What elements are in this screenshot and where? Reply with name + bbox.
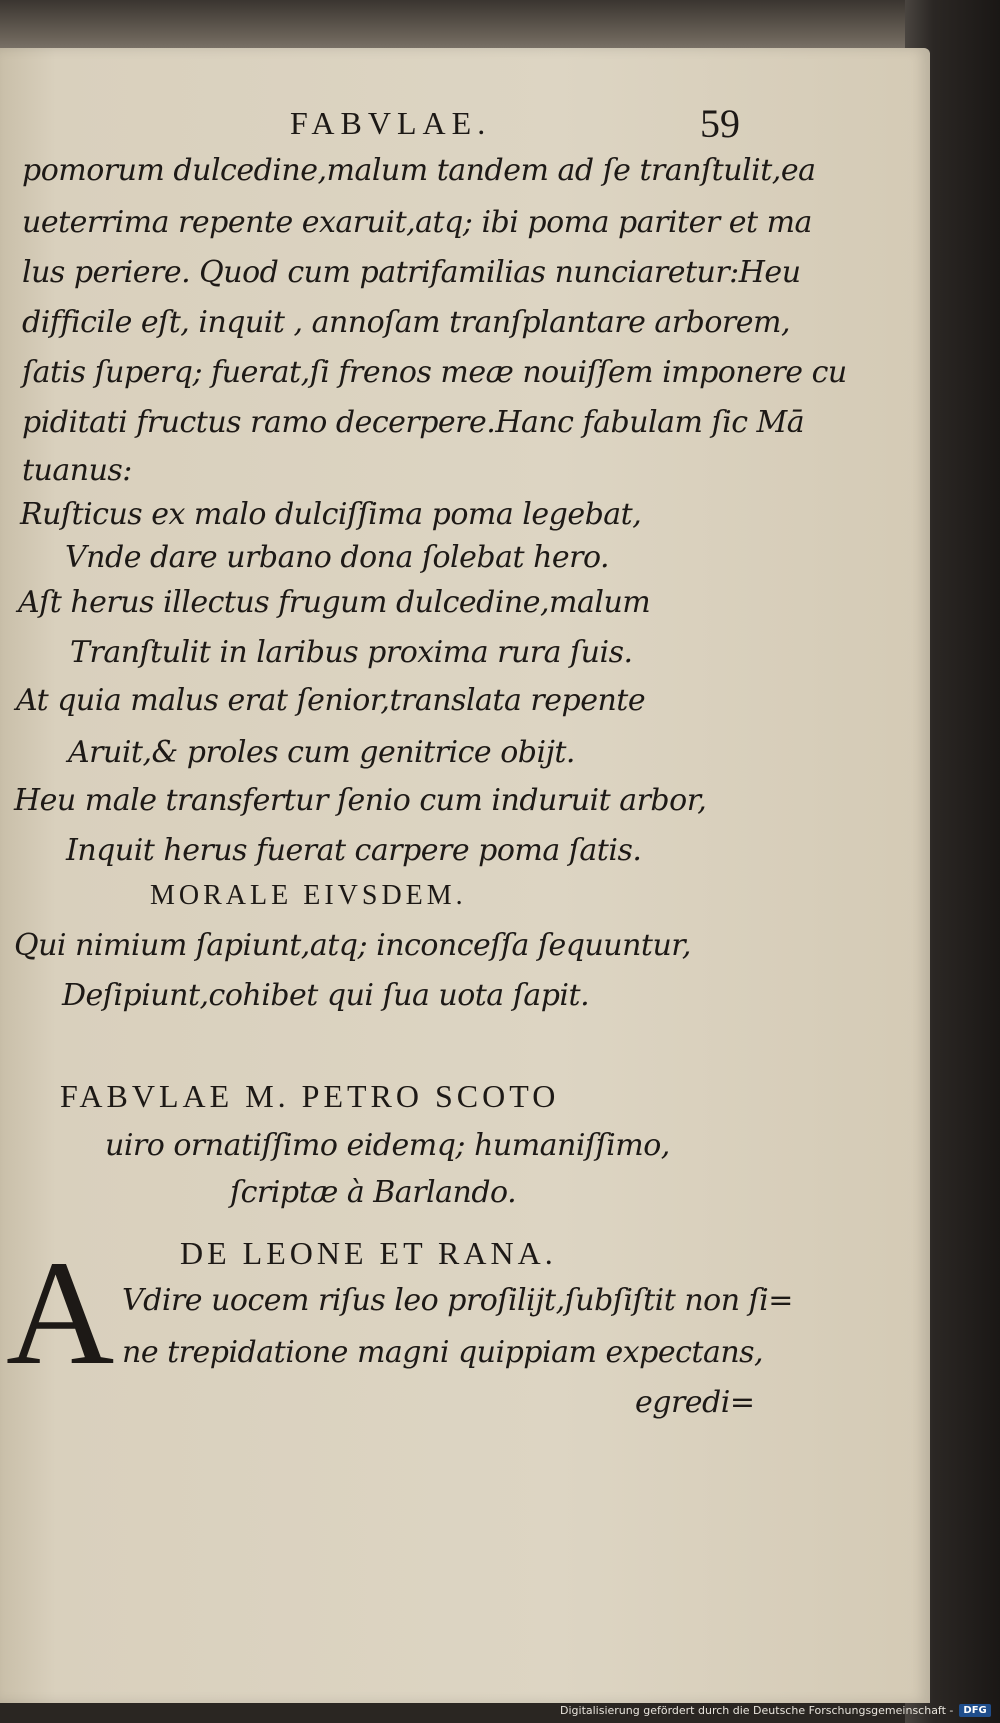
book-page: [0, 48, 930, 1703]
catchword: egredi=: [635, 1385, 755, 1420]
verse-line: Aſt herus illectus frugum dulcedine,malum: [18, 585, 651, 620]
verse-line: Deſipiunt,cohibet qui ſua uota ſapit.: [62, 978, 590, 1013]
verse-line: Tranſtulit in laribus proxima rura ſuis.: [70, 635, 633, 670]
dedication-line: uiro ornatiſſimo eidemq; humaniſſimo,: [105, 1128, 670, 1163]
prose-line: tuanus:: [22, 453, 132, 488]
page-number: 59: [700, 101, 740, 146]
verse-line: Ruſticus ex malo dulciſſima poma legebat,: [20, 497, 642, 532]
dfg-logo: DFG: [959, 1704, 990, 1717]
prose-line: pomorum dulcedine,malum tandem ad ſe tranſtulit,ea: [22, 153, 816, 188]
dedication-line: ſcriptæ à Barlando.: [230, 1175, 517, 1210]
prose-line: piditati fructus ramo decerpere.Hanc fabulam ſic Mā: [22, 405, 805, 440]
moral-heading: MORALE EIVSDEM.: [150, 880, 467, 911]
prose-line: difficile eſt, inquit , annoſam tranſplantare arborem,: [22, 305, 790, 340]
dedication-title: FABVLAE M. PETRO SCOTO: [60, 1078, 560, 1114]
verse-line: Vnde dare urbano dona ſolebat hero.: [65, 540, 610, 575]
verse-line: At quia malus erat ſenior,translata repente: [16, 683, 646, 718]
digitization-footer: [560, 1698, 1000, 1723]
fable-heading: DE LEONE ET RANA.: [180, 1235, 557, 1271]
prose-line: ſatis ſuperq; fuerat,ſi frenos meæ nouiſſem imponere cu: [22, 355, 847, 390]
verse-line: Inquit herus fuerat carpere poma ſatis.: [66, 833, 642, 868]
prose-line: Vdire uocem riſus leo proſilijt,ſubſiſtit non ſi=: [122, 1283, 793, 1318]
prose-line: ne trepidatione magni quippiam expectans,: [122, 1335, 764, 1370]
prose-line: ueterrima repente exaruit,atq; ibi poma pariter et ma: [22, 205, 812, 240]
verse-line: Aruit,& proles cum genitrice obijt.: [68, 735, 575, 770]
prose-line: lus periere. Quod cum patrifamilias nunciaretur:Heu: [22, 255, 801, 290]
verse-line: Heu male transfertur ſenio cum induruit arbor,: [14, 783, 707, 818]
initial-capital: A: [6, 1230, 115, 1396]
verse-line: Qui nimium ſapiunt,atq; inconceſſa ſequuntur,: [14, 928, 691, 963]
running-title: FABVLAE.: [290, 105, 492, 141]
footer-credit: Digitalisierung gefördert durch die Deutsche Forschungsgemeinschaft -: [560, 1704, 954, 1717]
